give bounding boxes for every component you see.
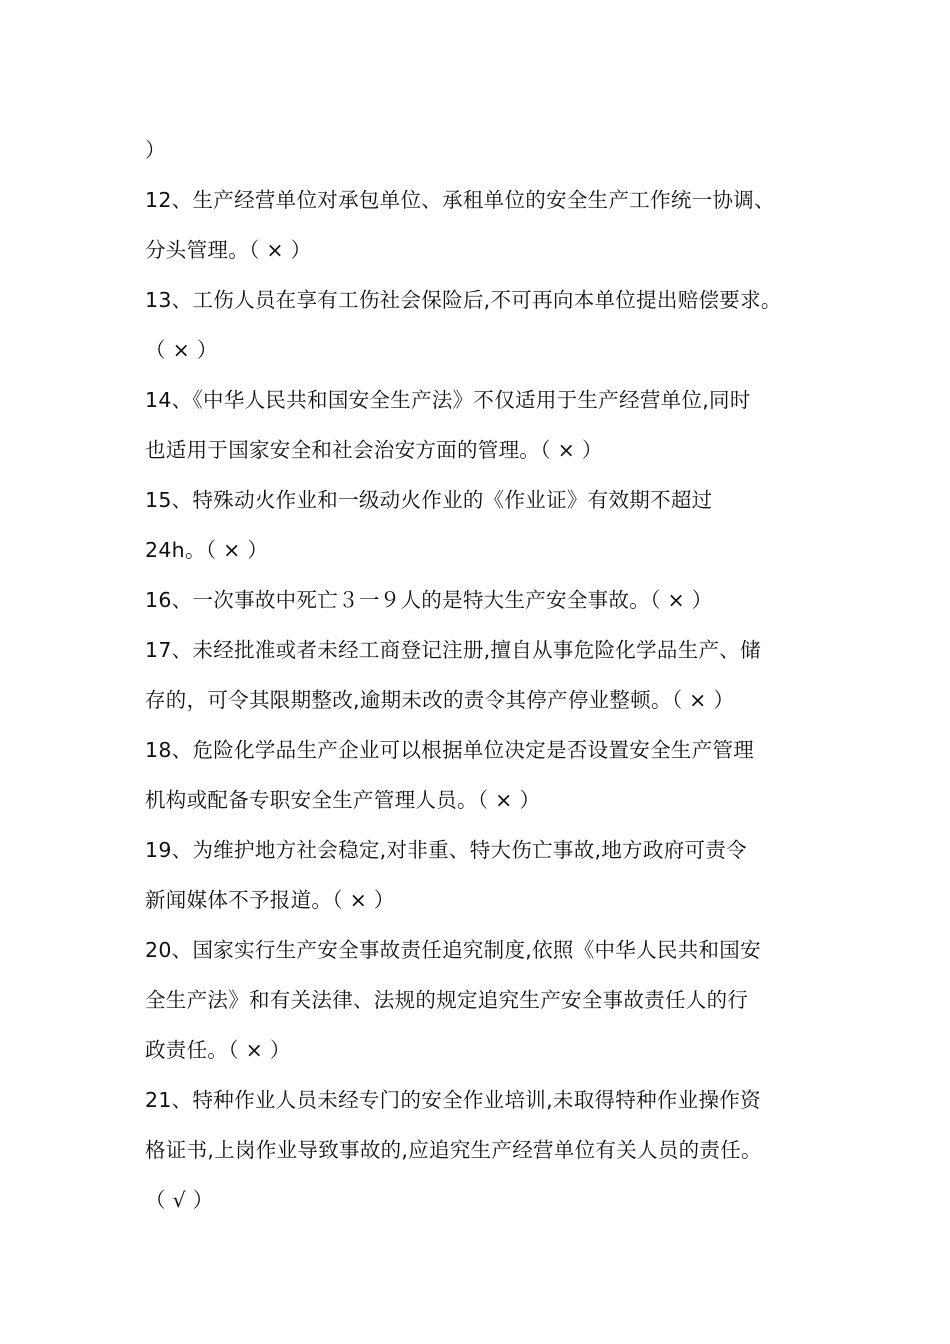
question-14-line-2: 也适用于国家安全和社会治安方面的管理。（ × ） (145, 438, 603, 462)
question-20-line-1: 20、国家实行生产安全事故责任追究制度,依照《中华人民共和国安 (145, 938, 761, 962)
question-12-line-2: 分头管理。（ × ） (145, 238, 312, 262)
question-15-line-2: 24h。（ × ） (145, 538, 269, 562)
question-21-line-3: （ √ ） (145, 1188, 214, 1212)
question-18-line-1: 18、危险化学品生产企业可以根据单位决定是否设置安全生产管理 (145, 738, 755, 762)
question-17-line-2: 存的，可令其限期整改,逾期未改的责令其停产停业整顿。（ × ） (145, 688, 735, 712)
question-15-line-1: 15、特殊动火作业和一级动火作业的《作业证》有效期不超过 (145, 488, 713, 512)
question-19-line-2: 新闻媒体不予报道。（ × ） (145, 888, 395, 912)
question-16-line-1: 16、一次事故中死亡３一９人的是特大生产安全事故。（ × ） (145, 588, 713, 612)
question-20-line-2: 全生产法》和有关法律、法规的规定追究生产安全事故责任人的行 (145, 988, 749, 1012)
question-12-line-1: 12、生产经营单位对承包单位、承租单位的安全生产工作统一协调、 (145, 188, 775, 212)
text-line-closing-paren: ） (145, 138, 166, 162)
question-21-line-1: 21、特种作业人员未经专门的安全作业培训,未取得特种作业操作资 (145, 1088, 761, 1112)
question-14-line-1: 14、《中华人民共和国安全生产法》不仅适用于生产经营单位,同时 (145, 388, 751, 412)
question-20-line-3: 政责任。（ × ） (145, 1038, 291, 1062)
question-13-line-2: （ × ） (145, 338, 218, 362)
question-19-line-1: 19、为维护地方社会稳定,对非重、特大伤亡事故,地方政府可责令 (145, 838, 747, 862)
question-21-line-2: 格证书,上岗作业导致事故的,应追究生产经营单位有关人员的责任。 (145, 1138, 762, 1162)
question-17-line-1: 17、未经批准或者未经工商登记注册,擅自从事危险化学品生产、储 (145, 638, 761, 662)
question-18-line-2: 机构或配备专职安全生产管理人员。（ × ） (145, 788, 541, 812)
question-13-line-1: 13、工伤人员在享有工伤社会保险后,不可再向本单位提出赔偿要求。 (145, 288, 782, 312)
